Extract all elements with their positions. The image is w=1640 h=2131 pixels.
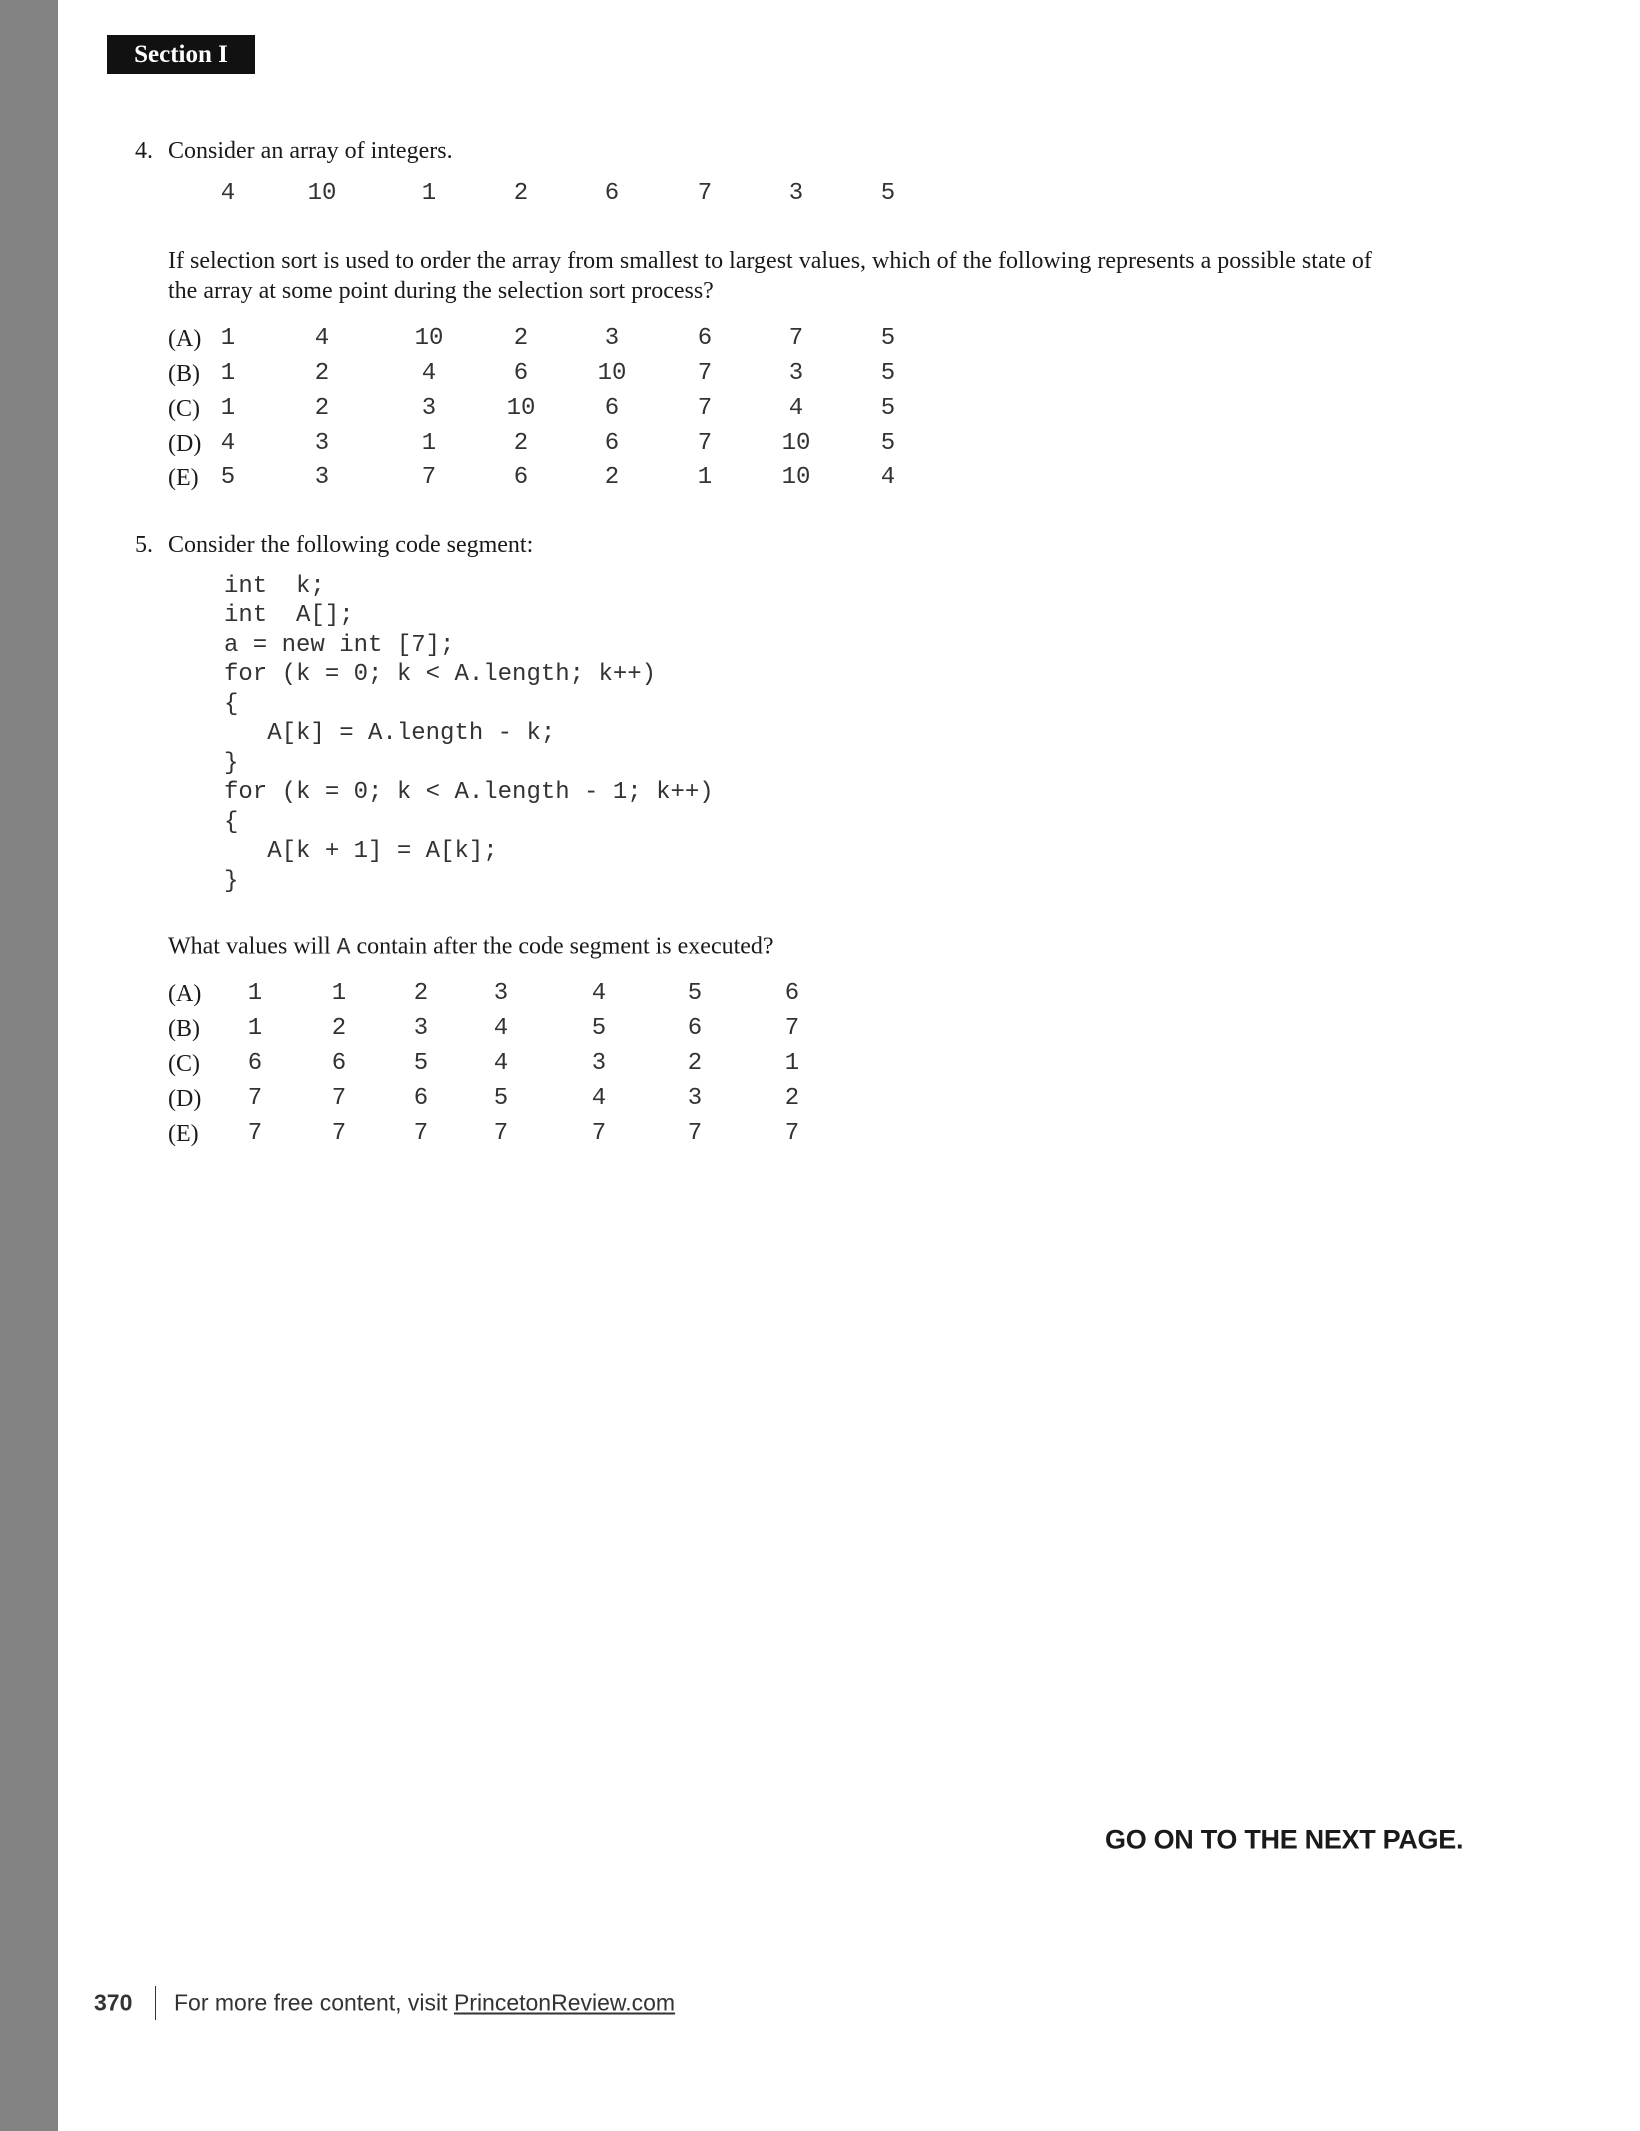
array-value: 10: [307, 180, 337, 207]
choice-value: 5: [220, 464, 236, 491]
question-text-part: What values will: [168, 933, 337, 960]
array-value: 2: [513, 180, 529, 207]
choice-value: 7: [687, 1120, 703, 1147]
code-line: int A[];: [224, 602, 354, 629]
choice-value: 7: [331, 1120, 347, 1147]
array-value: 5: [880, 180, 896, 207]
choice-value: 3: [604, 325, 620, 352]
choice-value: 1: [220, 325, 236, 352]
choice-value: 7: [331, 1085, 347, 1112]
question-text: [168, 935, 774, 960]
choice-value: 7: [784, 1015, 800, 1042]
choice-value: 4: [421, 360, 437, 387]
choice-value: 1: [247, 1015, 263, 1042]
choice-value: 7: [413, 1120, 429, 1147]
choice-value: 3: [788, 360, 804, 387]
choice-label: (C): [168, 1051, 200, 1077]
question-text-part: contain after the code segment is executed?: [350, 933, 774, 960]
next-page-notice: GO ON TO THE NEXT PAGE.: [1105, 1824, 1464, 1855]
choice-value: 2: [604, 464, 620, 491]
choice-value: 6: [604, 395, 620, 422]
choice-value: 2: [331, 1015, 347, 1042]
choice-value: 10: [597, 360, 627, 387]
choice-value: 1: [331, 980, 347, 1007]
question-prompt: Consider an array of integers.: [168, 138, 453, 164]
question-number: 4.: [135, 138, 153, 164]
code-line: a = new int [7];: [224, 632, 455, 659]
choice-value: 7: [697, 395, 713, 422]
question-number: 5.: [135, 532, 153, 558]
code-line: {: [224, 691, 239, 718]
choice-value: 3: [591, 1050, 607, 1077]
choice-value: 2: [314, 395, 330, 422]
code-line: int k;: [224, 573, 325, 600]
choice-value: 2: [687, 1050, 703, 1077]
footer-divider: [155, 1986, 156, 2020]
choice-value: 1: [220, 395, 236, 422]
code-line: A[k] = A.length - k;: [224, 720, 556, 747]
choice-value: 4: [493, 1050, 509, 1077]
choice-label: (C): [168, 396, 200, 422]
question-prompt: Consider the following code segment:: [168, 532, 534, 558]
choice-value: 5: [880, 360, 896, 387]
choice-value: 3: [413, 1015, 429, 1042]
footer-text: [174, 1990, 675, 2017]
choice-value: 5: [591, 1015, 607, 1042]
choice-value: 6: [697, 325, 713, 352]
code-line: for (k = 0; k < A.length - 1; k++): [224, 779, 714, 806]
choice-label: (E): [168, 465, 199, 491]
choice-value: 7: [697, 430, 713, 457]
choice-value: 6: [331, 1050, 347, 1077]
choice-label: (A): [168, 326, 202, 352]
choice-label: (D): [168, 1086, 202, 1112]
choice-value: 7: [591, 1120, 607, 1147]
choice-value: 4: [220, 430, 236, 457]
choice-value: 5: [413, 1050, 429, 1077]
choice-value: 5: [880, 395, 896, 422]
choice-value: 3: [314, 464, 330, 491]
choice-label: (D): [168, 431, 202, 457]
choice-value: 2: [413, 980, 429, 1007]
princeton-review-link[interactable]: PrincetonReview.com: [453, 1989, 676, 2016]
choice-value: 6: [604, 430, 620, 457]
choice-value: 4: [314, 325, 330, 352]
choice-label: (A): [168, 981, 202, 1007]
choice-value: 10: [781, 464, 811, 491]
choice-value: 7: [784, 1120, 800, 1147]
choice-value: 10: [414, 325, 444, 352]
choice-value: 6: [247, 1050, 263, 1077]
variable-name: A: [336, 934, 351, 961]
choice-value: 2: [314, 360, 330, 387]
choice-value: 6: [687, 1015, 703, 1042]
choice-value: 7: [247, 1120, 263, 1147]
choice-value: 7: [247, 1085, 263, 1112]
choice-value: 2: [784, 1085, 800, 1112]
choice-value: 1: [697, 464, 713, 491]
choice-value: 1: [421, 430, 437, 457]
choice-value: 4: [591, 1085, 607, 1112]
choice-value: 5: [880, 430, 896, 457]
choice-value: 6: [513, 464, 529, 491]
array-value: 6: [604, 180, 620, 207]
choice-value: 6: [513, 360, 529, 387]
choice-value: 7: [788, 325, 804, 352]
code-line: {: [224, 809, 239, 836]
question-text-line: the array at some point during the selection sort process?: [168, 278, 714, 304]
choice-value: 5: [687, 980, 703, 1007]
array-value: 1: [421, 180, 437, 207]
choice-value: 3: [493, 980, 509, 1007]
choice-value: 5: [880, 325, 896, 352]
choice-value: 6: [413, 1085, 429, 1112]
code-line: }: [224, 750, 239, 777]
section-badge: Section I: [107, 35, 255, 74]
choice-label: (B): [168, 1016, 200, 1042]
footer-label: For more free content, visit: [174, 1989, 454, 2016]
page-edge-bar: [0, 0, 58, 2131]
choice-value: 1: [220, 360, 236, 387]
choice-label: (B): [168, 361, 200, 387]
choice-label: (E): [168, 1121, 199, 1147]
question-text-line: If selection sort is used to order the array from smallest to largest values, which of the following represents a possible state of: [168, 248, 1372, 274]
choice-value: 10: [781, 430, 811, 457]
choice-value: 4: [788, 395, 804, 422]
choice-value: 4: [493, 1015, 509, 1042]
choice-value: 2: [513, 430, 529, 457]
choice-value: 3: [314, 430, 330, 457]
code-line: A[k + 1] = A[k];: [224, 838, 498, 865]
code-line: for (k = 0; k < A.length; k++): [224, 661, 657, 688]
choice-value: 1: [784, 1050, 800, 1077]
choice-value: 5: [493, 1085, 509, 1112]
choice-value: 7: [697, 360, 713, 387]
array-value: 7: [697, 180, 713, 207]
choice-value: 3: [421, 395, 437, 422]
choice-value: 4: [591, 980, 607, 1007]
choice-value: 7: [493, 1120, 509, 1147]
choice-value: 7: [421, 464, 437, 491]
page-number: 370: [94, 1989, 133, 2016]
code-line: }: [224, 868, 239, 895]
choice-value: 1: [247, 980, 263, 1007]
choice-value: 6: [784, 980, 800, 1007]
choice-value: 4: [880, 464, 896, 491]
choice-value: 2: [513, 325, 529, 352]
choice-value: 10: [506, 395, 536, 422]
choice-value: 3: [687, 1085, 703, 1112]
array-value: 3: [788, 180, 804, 207]
array-value: 4: [220, 180, 236, 207]
